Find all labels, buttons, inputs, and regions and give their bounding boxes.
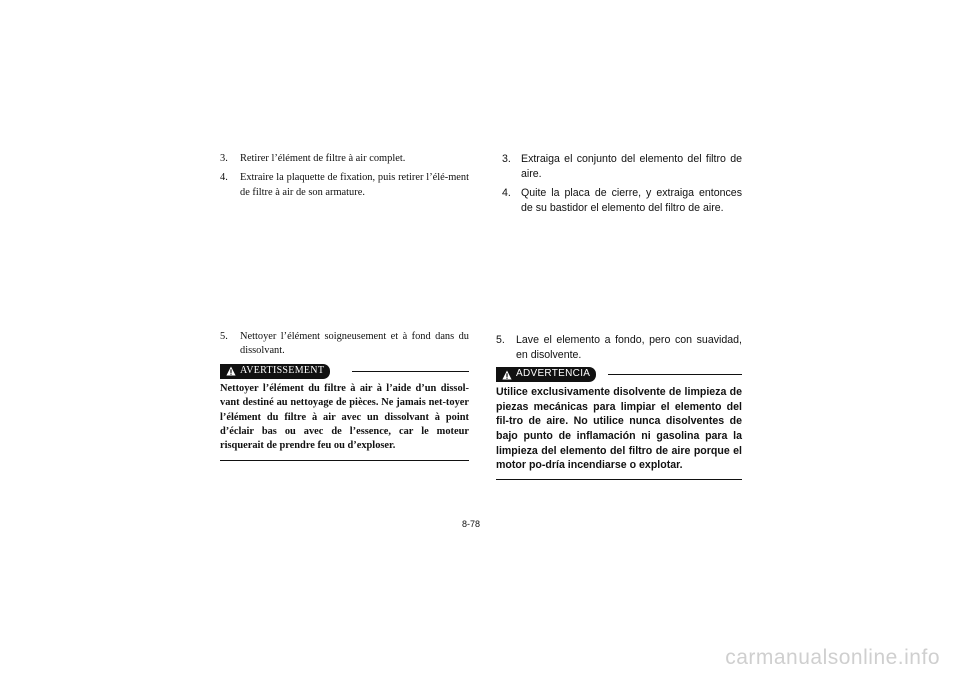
spanish-column-bottom <box>496 333 742 480</box>
warning-triangle-icon <box>502 370 512 380</box>
es-step-4-text: Quite la placa de cierre, y extraiga entonces de su bastidor el elemento del filtro de aire. <box>521 187 742 214</box>
fr-warning-text: Nettoyer l’élément du filtre à air à l’aide d’un dissol-vant destiné au nettoyage de pièces. Ne jamais net-toyer l’élément du filtre à air avec un dissolvant à point d’éclair bas ou avec de l’essence, car le moteur risquerait de prendre feu ou d’exploser. <box>220 382 469 461</box>
es-step-5-text: Lave el elemento a fondo, pero con suavidad, en disolvente. <box>516 334 742 361</box>
es-warning-label: ADVERTENCIA <box>516 368 591 380</box>
fr-warning-badge <box>220 364 330 379</box>
french-column-top <box>220 152 469 205</box>
es-step-4-number: 4. <box>502 187 511 200</box>
watermark: carmanualsonline.info <box>725 646 940 669</box>
fr-warning-rule <box>352 371 469 372</box>
warning-triangle-icon <box>226 366 236 376</box>
es-step-4 <box>496 186 742 215</box>
fr-step-3-text: Retirer l’élément de filtre à air complet. <box>240 153 406 164</box>
es-warning-rule <box>608 374 742 375</box>
fr-step-3 <box>220 152 469 166</box>
es-step-5 <box>496 333 742 362</box>
fr-step-4-text: Extraire la plaquette de fixation, puis retirer l’élé-ment de filtre à air de son armature. <box>240 172 469 198</box>
french-column-bottom <box>220 330 469 461</box>
fr-step-4-number: 4. <box>220 172 228 184</box>
page-number: 8-78 <box>462 519 481 529</box>
es-warning-header <box>496 367 742 382</box>
fr-step-5-text: Nettoyer l’élément soigneusement et à fond dans du dissolvant. <box>240 331 469 357</box>
es-warning-box <box>496 367 742 480</box>
es-step-5-number: 5. <box>496 334 505 346</box>
fr-step-4 <box>220 171 469 200</box>
fr-step-5 <box>220 330 469 359</box>
es-warning-badge <box>496 367 596 382</box>
fr-step-3-number: 3. <box>220 153 228 164</box>
es-step-3 <box>496 152 742 181</box>
fr-warning-header <box>220 364 469 379</box>
es-step-3-text: Extraiga el conjunto del elemento del filtro de aire. <box>521 153 742 180</box>
es-warning-text: Utilice exclusivamente disolvente de limpieza de piezas mecánicas para limpiar el elemento del fil-tro de aire. No utilice nunca disolventes de bajo punto de inflamación ni gasolina para la limpieza del elemento del filtro de aire porque el motor po-dría incendiarse o explotar. <box>496 385 742 480</box>
fr-warning-box <box>220 364 469 461</box>
es-step-3-number: 3. <box>502 153 511 165</box>
spanish-column-top <box>496 152 742 220</box>
fr-warning-label: AVERTISSEMENT <box>240 365 325 377</box>
fr-step-5-number: 5. <box>220 331 228 342</box>
